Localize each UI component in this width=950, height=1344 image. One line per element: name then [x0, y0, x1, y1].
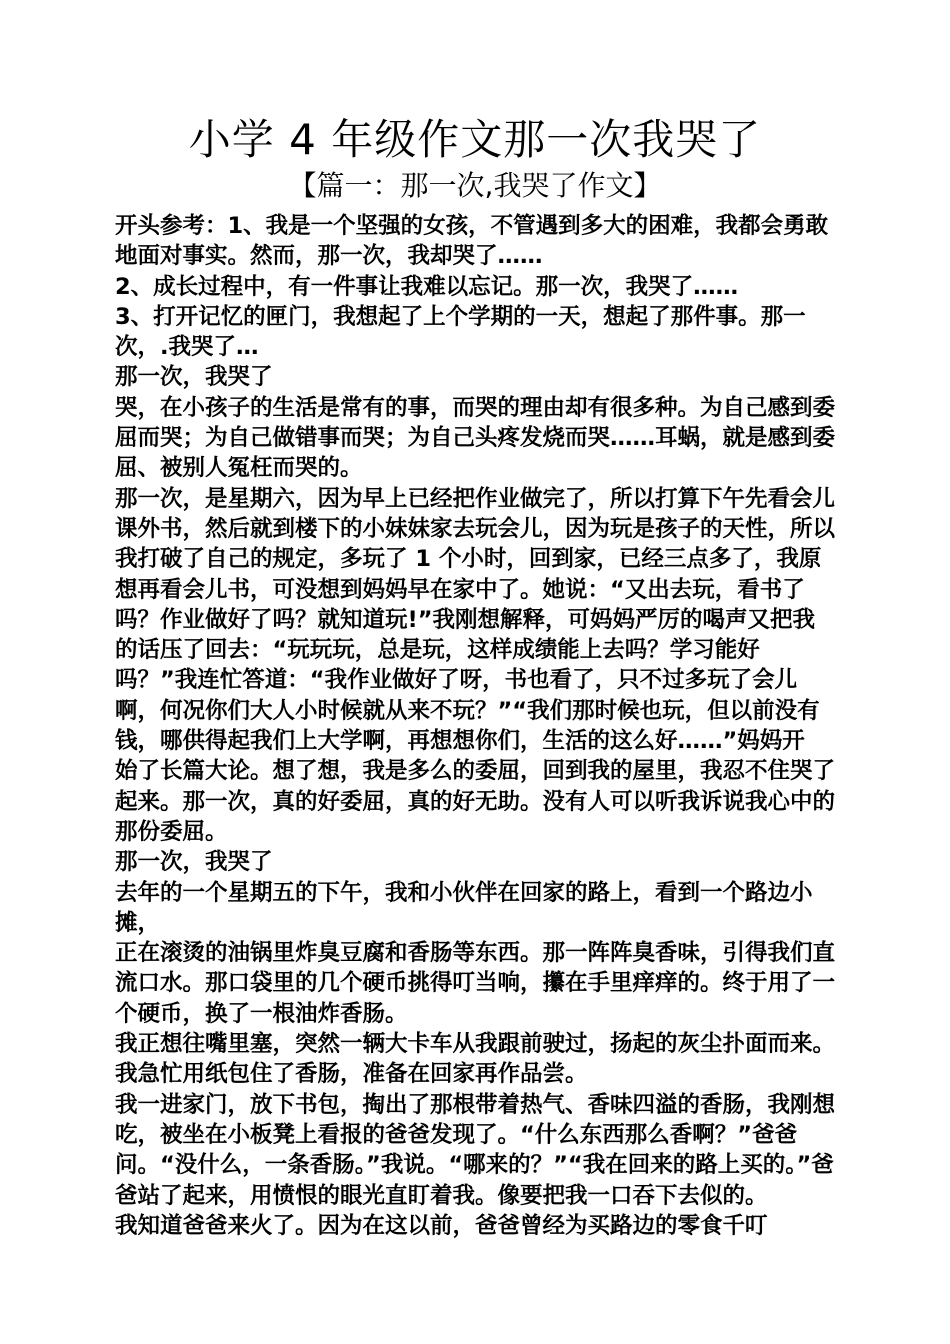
paragraph: 3、打开记忆的匣门，我想起了上个学期的一天，想起了那件事。那一次，.我哭了…: [115, 303, 806, 361]
paragraph: 那一次，是星期六，因为早上已经把作业做完了，所以打算下午先看会儿课外书，然后就到楼下的小妹妹家去玩会儿，因为玩是孩子的天性，所以我打破了自己的规定，多玩了 1 个小时，回到家，已经三点多了，我原想再看会儿书，可没想到妈妈早在家中了。她说：“又出去玩，看书了吗？作业做好了吗？就知道玩!”我刚想解释，可妈妈严厉的喝声又把我的话压了回去：“玩玩玩，总是玩，这样成绩能上去吗？学习能好吗？”我连忙答道：“我作业做好了呀，书也看了，只不过多玩了会儿啊，何况你们大人小时候就从来不玩？”“我们那时候也玩，但以前没有钱，哪供得起我们上大学啊，再想想你们，生活的这么好……”妈妈开: [115, 485, 836, 755]
paragraph: 我正想往嘴里塞，突然一辆大卡车从我跟前驶过，扬起的灰尘扑面而来。我急忙用纸包住了香肠，准备在回家再作品尝。: [115, 1031, 836, 1088]
paragraph: 那一次，我哭了: [115, 849, 273, 876]
paragraph: 我一进家门，放下书包，掏出了那根带着热气、香味四溢的香肠，我刚想吃，被坐在小板凳上看报的爸爸发现了。“什么东西那么香啊？”爸爸问。“没什么，一条香肠。”我说。“哪来的？”“我在回来的路上买的。”爸爸站了起来，用愤恨的眼光直盯着我。像要把我一口吞下去似的。: [115, 1091, 836, 1209]
paragraph: 那一次，我哭了: [115, 364, 273, 391]
paragraph: 我知道爸爸来火了。因为在这以前，爸爸曾经为买路边的零食千叮: [115, 1212, 768, 1239]
document-subtitle: 【篇一：那一次,我哭了作文】: [288, 169, 662, 202]
paragraph: 开头参考：1、我是一个坚强的女孩，不管遇到多大的困难，我都会勇敢地面对事实。然而，那一次，我却哭了……: [115, 213, 829, 270]
paragraph: 始了长篇大论。想了想，我是多么的委屈，回到我的屋里，我忍不住哭了起来。那一次，真的好委屈，真的好无助。没有人可以听我诉说我心中的那份委屈。: [115, 758, 836, 845]
document-title: 小学 4 年级作文那一次我哭了: [188, 115, 762, 164]
paragraph: 2、成长过程中，有一件事让我难以忘记。那一次，我哭了……: [115, 273, 739, 300]
paragraph: 哭，在小孩子的生活是常有的事，而哭的理由却有很多种。为自己感到委屈而哭；为自己做错事而哭；为自己头疼发烧而哭……耳蜗，就是感到委屈、被别人冤枉而哭的。: [115, 394, 836, 482]
paragraph: 去年的一个星期五的下午，我和小伙伴在回家的路上，看到一个路边小摊，: [115, 879, 813, 936]
document-body: [115, 211, 835, 1241]
paragraph: 正在滚烫的油锅里炸臭豆腐和香肠等东西。那一阵阵臭香味，引得我们直流口水。那口袋里的几个硬币挑得叮当响，攥在手里痒痒的。终于用了一个硬币，换了一根油炸香肠。: [115, 940, 836, 1027]
